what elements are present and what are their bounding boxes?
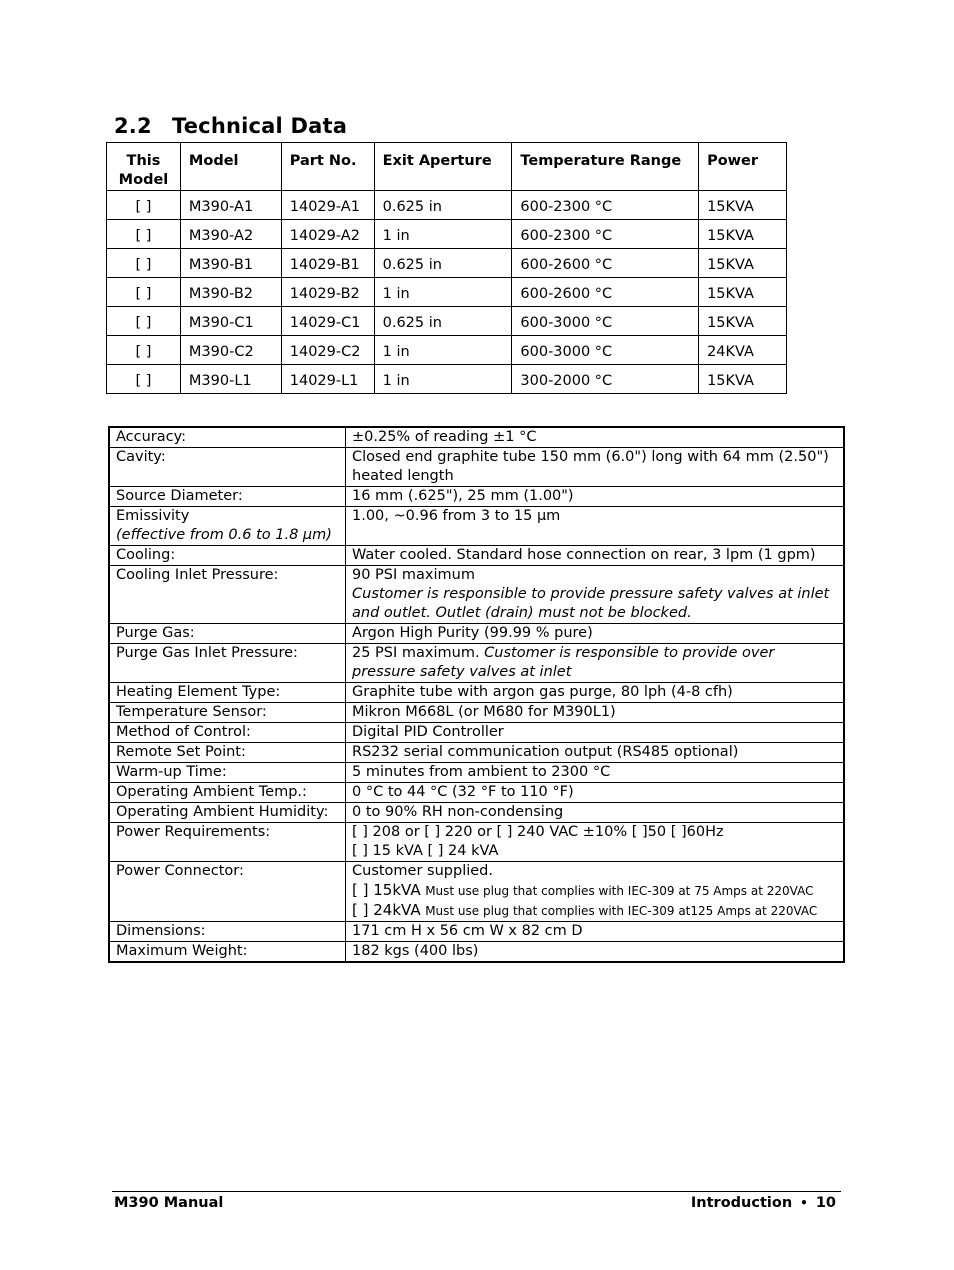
option-label: [ ] 24kVA — [352, 901, 421, 919]
section-title: Technical Data — [172, 114, 348, 138]
models-header-row — [107, 143, 787, 191]
spec-row-cavity — [109, 448, 844, 487]
spec-value: Digital PID Controller — [346, 723, 845, 743]
option-note: Must use plug that complies with IEC-309 at 75 Amps at 220VAC — [425, 884, 814, 898]
header-temperature-range: Temperature Range — [512, 143, 699, 191]
table-row — [107, 191, 787, 220]
spec-value: 5 minutes from ambient to 2300 °C — [346, 763, 845, 783]
spec-row-remote-set-point — [109, 743, 844, 763]
cell-model: M390-C2 — [180, 336, 281, 365]
cell-power: 15KVA — [699, 249, 787, 278]
section-heading — [114, 114, 347, 138]
power-connector-option-15kva — [352, 881, 837, 901]
spec-label: Power Requirements: — [109, 823, 346, 862]
spec-label: Temperature Sensor: — [109, 703, 346, 723]
footer-page-info — [691, 1195, 836, 1211]
spec-row-power-connector — [109, 862, 844, 922]
spec-value: 171 cm H x 56 cm W x 82 cm D — [346, 922, 845, 942]
spec-label: Cavity: — [109, 448, 346, 487]
cell-temperature-range: 600-3000 °C — [512, 307, 699, 336]
footer-divider — [112, 1191, 841, 1192]
cell-model: M390-B2 — [180, 278, 281, 307]
spec-value-text: 90 PSI maximum — [352, 567, 475, 583]
spec-value — [346, 823, 845, 862]
cell-power: 15KVA — [699, 307, 787, 336]
spec-row-maximum-weight — [109, 942, 844, 963]
cell-exit-aperture: 1 in — [374, 365, 512, 394]
option-label: [ ] 15kVA — [352, 881, 421, 899]
spec-value — [346, 644, 845, 683]
spec-label: Cooling: — [109, 546, 346, 566]
spec-label: Method of Control: — [109, 723, 346, 743]
cell-power: 15KVA — [699, 278, 787, 307]
spec-value: Mikron M668L (or M680 for M390L1) — [346, 703, 845, 723]
spec-value: Water cooled. Standard hose connection on rear, 3 lpm (1 gpm) — [346, 546, 845, 566]
power-kva-options: [ ] 15 kVA [ ] 24 kVA — [352, 843, 499, 859]
spec-label: Dimensions: — [109, 922, 346, 942]
cell-exit-aperture: 1 in — [374, 220, 512, 249]
spec-row-emissivity — [109, 507, 844, 546]
spec-label: Source Diameter: — [109, 487, 346, 507]
cell-part-no: 14029-A1 — [281, 191, 374, 220]
table-row — [107, 365, 787, 394]
table-row — [107, 336, 787, 365]
spec-value: 182 kgs (400 lbs) — [346, 942, 845, 963]
cell-temperature-range: 600-2300 °C — [512, 220, 699, 249]
model-checkbox[interactable]: [ ] — [107, 249, 181, 278]
cell-temperature-range: 600-3000 °C — [512, 336, 699, 365]
header-part-no: Part No. — [281, 143, 374, 191]
cell-part-no: 14029-B2 — [281, 278, 374, 307]
models-table — [106, 142, 787, 394]
cell-model: M390-A2 — [180, 220, 281, 249]
spec-value: ±0.25% of reading ±1 °C — [346, 427, 845, 448]
model-checkbox[interactable]: [ ] — [107, 191, 181, 220]
table-row — [107, 220, 787, 249]
spec-value: 0 to 90% RH non-condensing — [346, 803, 845, 823]
spec-value: 16 mm (.625"), 25 mm (1.00") — [346, 487, 845, 507]
spec-value: Graphite tube with argon gas purge, 80 lph (4-8 cfh) — [346, 683, 845, 703]
model-checkbox[interactable]: [ ] — [107, 220, 181, 249]
table-row — [107, 307, 787, 336]
cell-part-no: 14029-A2 — [281, 220, 374, 249]
header-model: Model — [180, 143, 281, 191]
cell-exit-aperture: 1 in — [374, 336, 512, 365]
spec-value-note: Customer is responsible to provide over pressure safety valves at inlet — [352, 645, 775, 680]
spec-value: Argon High Purity (99.99 % pure) — [346, 624, 845, 644]
spec-row-power-requirements — [109, 823, 844, 862]
spec-row-warm-up-time — [109, 763, 844, 783]
table-row — [107, 249, 787, 278]
cell-power: 15KVA — [699, 220, 787, 249]
header-exit-aperture: Exit Aperture — [374, 143, 512, 191]
cell-model: M390-A1 — [180, 191, 281, 220]
spec-row-source-diameter — [109, 487, 844, 507]
spec-label: Cooling Inlet Pressure: — [109, 566, 346, 624]
spec-label: Power Connector: — [109, 862, 346, 922]
model-checkbox[interactable]: [ ] — [107, 365, 181, 394]
spec-value-note: Customer is responsible to provide pressure safety valves at inlet and outlet. Outlet (drain) must not be blocked. — [352, 586, 830, 621]
spec-label-text: Emissivity — [116, 508, 190, 524]
cell-temperature-range: 600-2600 °C — [512, 278, 699, 307]
footer-bullet: • — [800, 1196, 808, 1210]
spec-row-cooling — [109, 546, 844, 566]
cell-part-no: 14029-L1 — [281, 365, 374, 394]
cell-temperature-range: 300-2000 °C — [512, 365, 699, 394]
spec-value: 1.00, ~0.96 from 3 to 15 μm — [346, 507, 845, 546]
spec-row-operating-ambient-humidity — [109, 803, 844, 823]
model-checkbox[interactable]: [ ] — [107, 278, 181, 307]
spec-label: Operating Ambient Humidity: — [109, 803, 346, 823]
footer-manual-title: M390 Manual — [114, 1195, 224, 1211]
cell-exit-aperture: 0.625 in — [374, 249, 512, 278]
cell-exit-aperture: 0.625 in — [374, 191, 512, 220]
cell-exit-aperture: 1 in — [374, 278, 512, 307]
spec-label: Maximum Weight: — [109, 942, 346, 963]
cell-power: 24KVA — [699, 336, 787, 365]
spec-label: Accuracy: — [109, 427, 346, 448]
spec-value: 0 °C to 44 °C (32 °F to 110 °F) — [346, 783, 845, 803]
header-this-model: This Model — [107, 143, 181, 191]
spec-value — [346, 862, 845, 922]
spec-row-method-of-control — [109, 723, 844, 743]
model-checkbox[interactable]: [ ] — [107, 307, 181, 336]
spec-value: RS232 serial communication output (RS485 optional) — [346, 743, 845, 763]
spec-value — [346, 566, 845, 624]
spec-row-cooling-inlet-pressure — [109, 566, 844, 624]
cell-model: M390-B1 — [180, 249, 281, 278]
cell-part-no: 14029-C1 — [281, 307, 374, 336]
spec-row-dimensions — [109, 922, 844, 942]
specifications-table — [108, 426, 845, 963]
spec-label-note: (effective from 0.6 to 1.8 μm) — [116, 527, 332, 543]
spec-label: Purge Gas: — [109, 624, 346, 644]
footer-section-name: Introduction — [690, 1195, 793, 1211]
table-row — [107, 278, 787, 307]
spec-row-operating-ambient-temp — [109, 783, 844, 803]
section-number: 2.2 — [114, 114, 152, 138]
option-note: Must use plug that complies with IEC-309 at125 Amps at 220VAC — [425, 904, 818, 918]
spec-label: Operating Ambient Temp.: — [109, 783, 346, 803]
model-checkbox[interactable]: [ ] — [107, 336, 181, 365]
spec-label: Remote Set Point: — [109, 743, 346, 763]
spec-label: Heating Element Type: — [109, 683, 346, 703]
spec-row-purge-gas — [109, 624, 844, 644]
spec-label: Purge Gas Inlet Pressure: — [109, 644, 346, 683]
power-connector-option-24kva — [352, 901, 837, 921]
spec-value: Closed end graphite tube 150 mm (6.0") long with 64 mm (2.50") heated length — [346, 448, 845, 487]
power-connector-text: Customer supplied. — [352, 863, 493, 879]
spec-row-heating-element — [109, 683, 844, 703]
cell-temperature-range: 600-2600 °C — [512, 249, 699, 278]
cell-exit-aperture: 0.625 in — [374, 307, 512, 336]
spec-row-accuracy — [109, 427, 844, 448]
cell-part-no: 14029-C2 — [281, 336, 374, 365]
spec-label: Warm-up Time: — [109, 763, 346, 783]
cell-power: 15KVA — [699, 365, 787, 394]
cell-model: M390-C1 — [180, 307, 281, 336]
spec-row-purge-gas-inlet-pressure — [109, 644, 844, 683]
power-voltage-options: [ ] 208 or [ ] 220 or [ ] 240 VAC ±10% [ ]50 [ ]60Hz — [352, 824, 724, 840]
spec-row-temperature-sensor — [109, 703, 844, 723]
cell-part-no: 14029-B1 — [281, 249, 374, 278]
cell-power: 15KVA — [699, 191, 787, 220]
spec-label — [109, 507, 346, 546]
cell-model: M390-L1 — [180, 365, 281, 394]
spec-value-text: 25 PSI maximum. — [352, 645, 480, 661]
cell-temperature-range: 600-2300 °C — [512, 191, 699, 220]
header-power: Power — [699, 143, 787, 191]
footer-page-number: 10 — [815, 1195, 836, 1211]
